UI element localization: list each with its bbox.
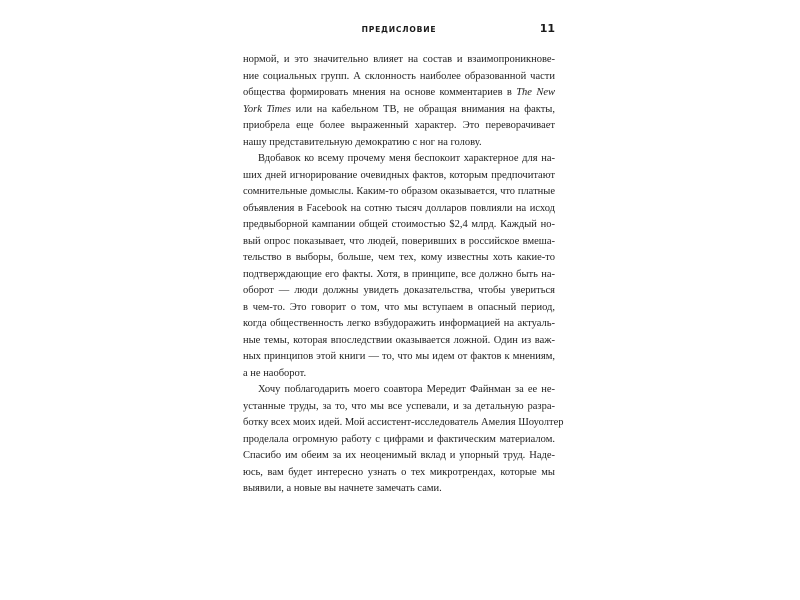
text-line [243, 399, 555, 416]
text-line [243, 382, 555, 399]
text-line [243, 432, 555, 449]
text-line [243, 85, 555, 102]
running-head [243, 22, 555, 38]
italic-title: The New [516, 87, 555, 98]
text-run: вый опрос показывает, что людей, поверивших в российское вмеша- [243, 235, 555, 247]
text-line [243, 283, 555, 300]
text-line [243, 168, 555, 185]
body-text [243, 52, 564, 498]
text-run: ших дней игнорирование очевидных фактов, которым предпочитают [243, 169, 555, 181]
text-run: Вдобавок ко всему прочему меня беспокоит характерное для на- [258, 153, 555, 164]
paragraph [243, 382, 564, 498]
text-run: проделала огромную работу с цифрами и фактическим материалом. [243, 433, 555, 445]
paragraph [243, 52, 555, 151]
text-line [243, 102, 555, 119]
text-line [243, 448, 555, 465]
text-run: тельство в выборы, больше, чем тех, кому известны хоть какие-то [243, 252, 555, 263]
text-run: оборот — люди должны увидеть доказательства, чтобы увериться [243, 285, 555, 296]
text-line [243, 366, 555, 383]
text-line [243, 118, 555, 135]
text-line [243, 184, 555, 201]
text-line [243, 333, 555, 350]
text-run: юсь, вам будет интересно узнать о тех микротрендах, которые мы [243, 466, 555, 478]
text-line [243, 135, 555, 152]
text-run: или на кабельном ТВ, не обращая внимания на факты, [291, 103, 555, 115]
text-line [243, 201, 555, 218]
paragraph [243, 151, 555, 382]
page-number: 11 [539, 22, 555, 35]
text-line [243, 151, 555, 168]
text-run: нашу представительную демократию с ног на голову. [243, 136, 482, 148]
text-line [243, 316, 555, 333]
text-run: нормой, и это значительно влияет на состав и взаимопроникнове- [243, 54, 555, 65]
text-run: устанные труды, за то, что мы все успевали, и за детальную разра- [243, 400, 555, 412]
text-line [243, 217, 555, 234]
text-run: объявления в Facebook на сотню тысяч долларов повлияли на исход [243, 202, 555, 214]
text-run: в чем-то. Это говорит о том, что мы вступаем в опасный период, [243, 301, 555, 313]
text-run: подтверждающие его факты. Хотя, в принципе, все должно быть на- [243, 268, 555, 280]
text-run: ботку всех моих идей. Мой ассистент-исследователь Амелия Шоуолтер [243, 417, 564, 428]
text-line [243, 465, 555, 482]
section-title: ПРЕДИСЛОВИЕ [361, 25, 437, 34]
text-run: выявили, а новые вы начнете замечать сами. [243, 483, 442, 494]
text-run: а не наоборот. [243, 367, 307, 379]
text-line [243, 52, 555, 69]
text-run: ные темы, которая впоследствии оказывается ложной. Один из важ- [243, 334, 555, 346]
text-run: Хочу поблагодарить моего соавтора Мередит Файнман за ее не- [258, 384, 555, 395]
text-line [243, 300, 555, 317]
text-run: когда общественность легко взбудоражить информацией на актуаль- [243, 318, 555, 329]
text-run: ние социальных групп. А склонность наиболее образованной части [243, 70, 555, 82]
text-line [243, 481, 555, 498]
text-line [243, 69, 555, 86]
text-line [243, 415, 564, 432]
italic-title: York Times [243, 103, 291, 115]
text-run: приобрела еще более выраженный характер. Это переворачивает [243, 120, 555, 131]
text-line [243, 349, 555, 366]
text-run: предвыборной кампании общей стоимостью $2,4 млрд. Каждый но- [243, 219, 555, 230]
text-run: общества формировать мнения на основе комментариев в [243, 87, 517, 98]
text-run: Спасибо им обеим за их неоценимый вклад и упорный труд. Наде- [243, 450, 555, 461]
text-line [243, 267, 555, 284]
text-line [243, 250, 555, 267]
text-run: сомнительные домыслы. Каким-то образом оказывается, что платные [243, 186, 555, 197]
text-line [243, 234, 555, 251]
text-run: ных принципов этой книги — то, что мы идем от фактов к мнениям, [243, 351, 555, 362]
